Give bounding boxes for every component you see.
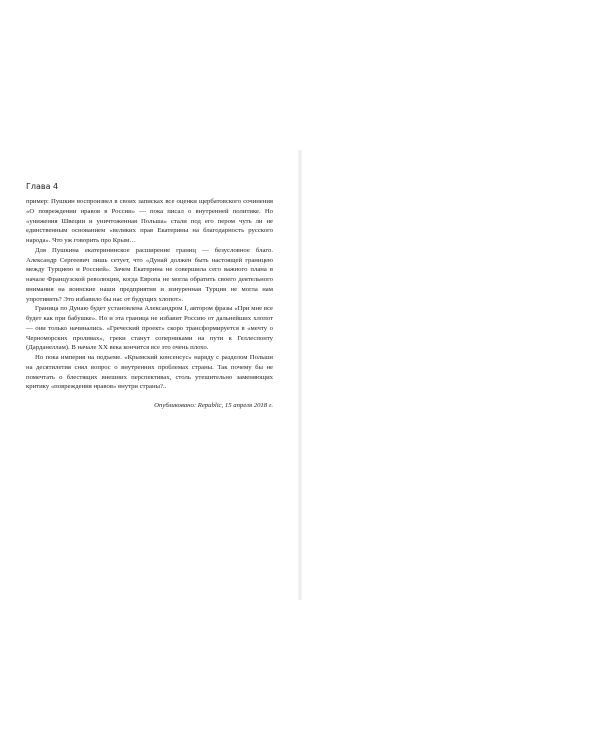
paragraph: пример: Пушкин воспроизвел в своих записках все оценки щербатовского сочинения «О повреждении нравов в России» — пока писал о внутренней политике. Но «унижения Швеции и уничтоженная Польша» стали под его пером чуть ли не единственным основанием «великих прав Екатерины на благодарность русского народа». Что уж говорить про Крым… (26, 198, 273, 244)
paragraph: Но пока империя на подъеме. «Крымский консенсус» наряду с разделом Польши на десятилетия снял вопрос о внутренних проблемах страны. Так почему бы не помечтать о блестящих внешних перспективах, столь утешительно заменяющих критику «повреждения нравов» внутри страны?.. (26, 354, 273, 391)
paragraph: Граница по Дунаю будет установлена Александром I, автором фразы «При мне все будет как при бабушке». Но и эта граница не избавит Россию от дальнейших хлопот — они только начинались. «Греческий проект» скоро трансформируется в «мечту о Черноморских проливах», греки станут соперниками на пути к Геллеспонту (Дарданеллам). В начале XX века кончится все это очень плохо. (26, 305, 273, 352)
left-body-text (26, 197, 273, 411)
source-citation: Опубликовано: Republic, 15 апреля 2018 г. (154, 402, 273, 409)
paragraph: Для Пушкина екатерининское расширение границ — безусловное благо. Александр Сергеевич лишь сетует, что «Дунай должен быть настоящей границею между Турциею и Россией». Зачем Екатерина не совершила сего важного плана в начале Французской революции, когда Европа не могла обратить своего деятельного внимания на воинские наши предприятия и изнуренная Турция не могла нам упротивить? Это избавило бы нас от будущих хлопот». (26, 246, 273, 303)
right-page (300, 0, 600, 750)
running-head: Глава 4 (26, 182, 59, 191)
